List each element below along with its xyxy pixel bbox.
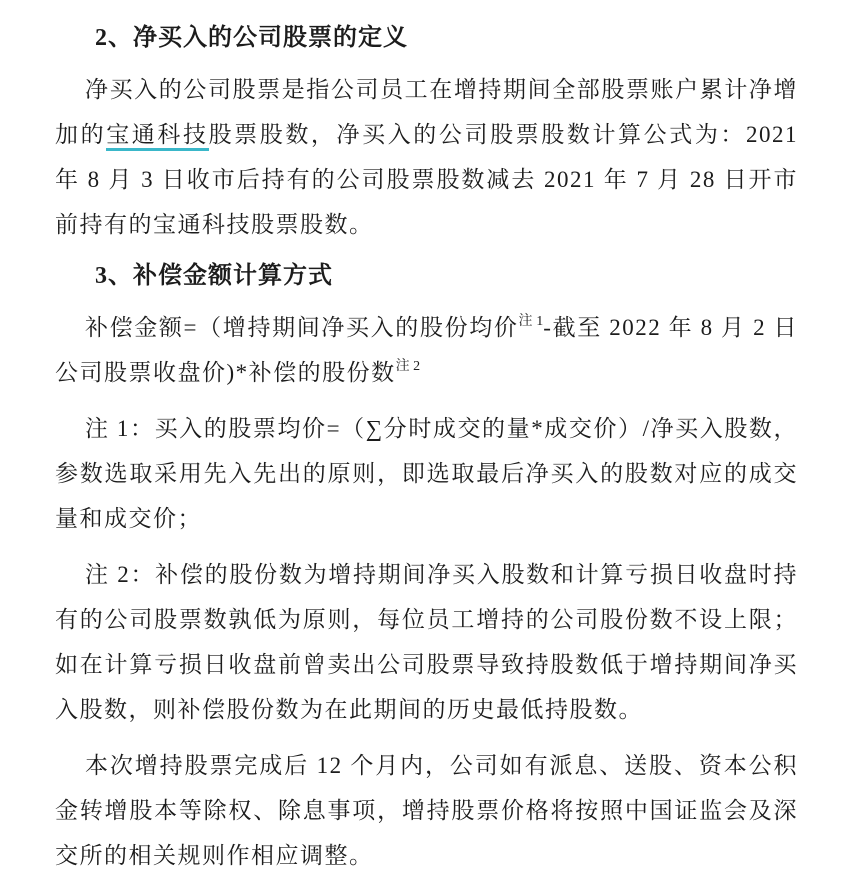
- para-note1: 注 1：买入的股票均价=（∑分时成交的量*成交价）/净买入股数，参数选取采用先入先出的原则，即选取最后净买入的股数对应的成交量和成交价；: [55, 416, 798, 531]
- formula-text-part2: -截至 2022 年 8 月 2 日公司股票收盘价)*补偿的股份数: [55, 315, 798, 385]
- para-definition-text-after: 股票股数，净买入的公司股票股数计算公式为：2021 年 8 月 3 日收市后持有的公司股票股数减去 2021 年 7 月 28 日开市前持有的宝通科技股票股数。: [55, 122, 799, 237]
- para-formula: [55, 305, 798, 395]
- para-closing: 本次增持股票完成后 12 个月内，公司如有派息、送股、资本公积金转增股本等除权、除息事项，增持股票价格将按照中国证监会及深交所的相关规则作相应调整。: [55, 753, 798, 868]
- section-heading-compensation: 3、补偿金额计算方式: [95, 263, 333, 289]
- section-heading-definition: 2、净买入的公司股票的定义: [95, 25, 408, 51]
- para-definition: [55, 67, 798, 247]
- para-definition-text-before: 净买入的公司股票是指公司员工在增持期间全部股票账户累计净增加的: [55, 77, 798, 147]
- footnote-ref-1: 注 1: [518, 314, 544, 329]
- formula-text-part1: 补偿金额=（增持期间净买入的股份均价: [85, 315, 519, 340]
- baotong-tech-entity-link[interactable]: 宝通科技: [106, 122, 208, 151]
- footnote-ref-2: 注 2: [395, 359, 421, 374]
- para-note2: 注 2：补偿的股份数为增持期间净买入股数和计算亏损日收盘时持有的公司股票数孰低为原则，每位员工增持的公司股份数不设上限；如在计算亏损日收盘前曾卖出公司股票导致持股数低于增持期间净买入股数，则补偿股份数为在此期间的历史最低持股数。: [55, 562, 798, 722]
